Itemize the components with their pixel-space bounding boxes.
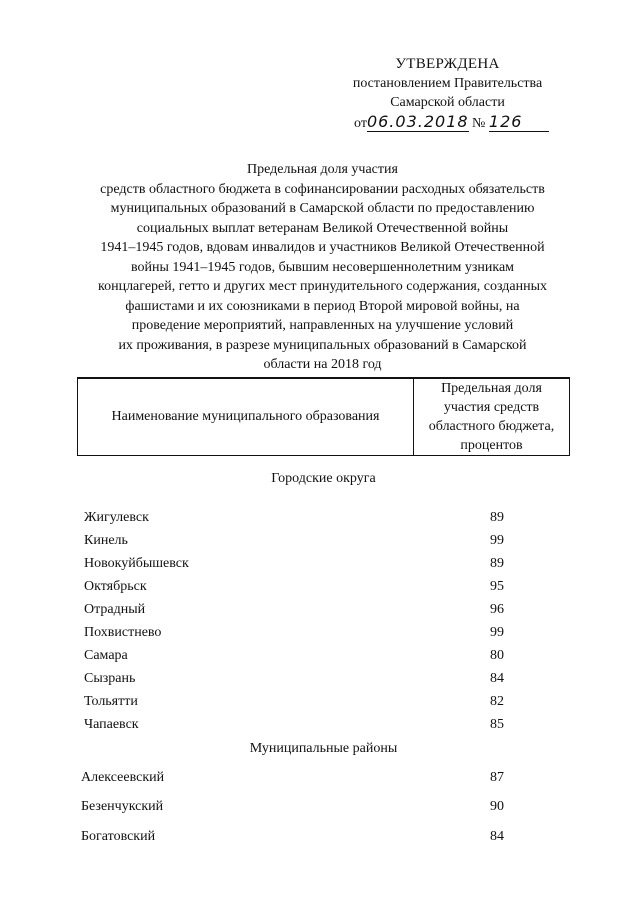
approval-line-2: Самарской области <box>390 95 505 110</box>
table-row <box>84 648 504 668</box>
share-value: 95 <box>490 579 504 594</box>
municipality-name: Октябрьск <box>84 579 147 594</box>
table-row <box>84 556 504 576</box>
title-line: области на 2018 год <box>263 357 382 372</box>
table-row <box>84 671 504 691</box>
date-prefix: от <box>354 116 367 131</box>
share-value: 85 <box>490 717 504 732</box>
section-title-urban-districts: Городские округа <box>271 471 376 486</box>
table-row <box>84 602 504 622</box>
share-value: 99 <box>490 533 504 548</box>
handwritten-date: 06.03.2018 <box>366 112 469 131</box>
share-value: 89 <box>490 510 504 525</box>
column-header-line: областного бюджета, <box>428 419 555 434</box>
municipality-name: Новокуйбышевск <box>84 556 189 571</box>
share-value: 80 <box>490 648 504 663</box>
share-value: 96 <box>490 602 504 617</box>
municipality-name: Чапаевск <box>84 717 139 732</box>
municipality-name: Алексеевский <box>81 770 165 785</box>
column-header-line: Предельная доля <box>441 381 542 396</box>
title-line: их проживания, в разрезе муниципальных образований в Самарской <box>118 337 527 353</box>
table-row <box>84 533 504 553</box>
document-title <box>60 160 585 375</box>
approval-line-1: постановлением Правительства <box>352 76 543 91</box>
table-row <box>81 770 504 790</box>
share-value: 84 <box>490 671 504 686</box>
title-line: 1941–1945 годов, вдовам инвалидов и участников Великой Отечественной <box>100 240 545 255</box>
approval-title: УТВЕРЖДЕНА <box>395 56 500 72</box>
title-line: социальных выплат ветеранам Великой Отечественной войны <box>136 220 509 236</box>
municipality-name: Богатовский <box>81 829 156 844</box>
title-line: муниципальных образований в Самарской области по предоставлению <box>110 201 535 216</box>
table-row <box>84 694 504 714</box>
section-title-municipal-districts: Муниципальные районы <box>249 741 398 756</box>
share-value: 84 <box>490 829 504 844</box>
share-value: 87 <box>490 770 504 785</box>
municipality-name: Отрадный <box>84 602 146 617</box>
column-header-line: участия средств <box>443 400 540 415</box>
municipality-name: Сызрань <box>84 671 136 686</box>
share-value: 90 <box>490 799 504 814</box>
handwritten-number: 126 <box>489 112 549 132</box>
title-line: войны 1941–1945 годов, бывшим несовершеннолетним узникам <box>130 259 515 275</box>
share-value: 82 <box>490 694 504 709</box>
title-line: средств областного бюджета в софинансировании расходных обязательств <box>100 181 545 197</box>
table-row <box>81 799 504 819</box>
title-line: Предельная доля участия <box>247 162 398 177</box>
municipality-name: Похвистнево <box>84 625 162 640</box>
municipality-name: Кинель <box>84 533 128 548</box>
column-header-share <box>414 378 570 456</box>
table-row <box>84 717 504 737</box>
table-row <box>84 510 504 530</box>
municipality-name: Безенчукский <box>81 799 164 814</box>
title-line: проведение мероприятий, направленных на улучшение условий <box>131 318 514 333</box>
share-value: 99 <box>490 625 504 640</box>
table-row <box>84 625 504 645</box>
municipality-name: Самара <box>84 648 128 663</box>
approval-stamp <box>340 55 555 133</box>
share-value: 89 <box>490 556 504 571</box>
table-header <box>77 377 570 456</box>
number-prefix: № <box>472 116 486 131</box>
municipality-name: Тольятти <box>84 694 138 709</box>
table-row <box>81 829 504 849</box>
municipality-name: Жигулевск <box>84 510 149 525</box>
approval-date-line <box>340 112 555 133</box>
table-row <box>84 579 504 599</box>
title-line: концлагерей, гетто и других мест принудительного содержания, созданных <box>98 279 547 294</box>
column-header-line: процентов <box>460 438 523 453</box>
column-header-municipality: Наименование муниципального образования <box>78 378 414 456</box>
title-line: фашистами и их союзниками в период Второй мировой войны, на <box>125 298 520 314</box>
